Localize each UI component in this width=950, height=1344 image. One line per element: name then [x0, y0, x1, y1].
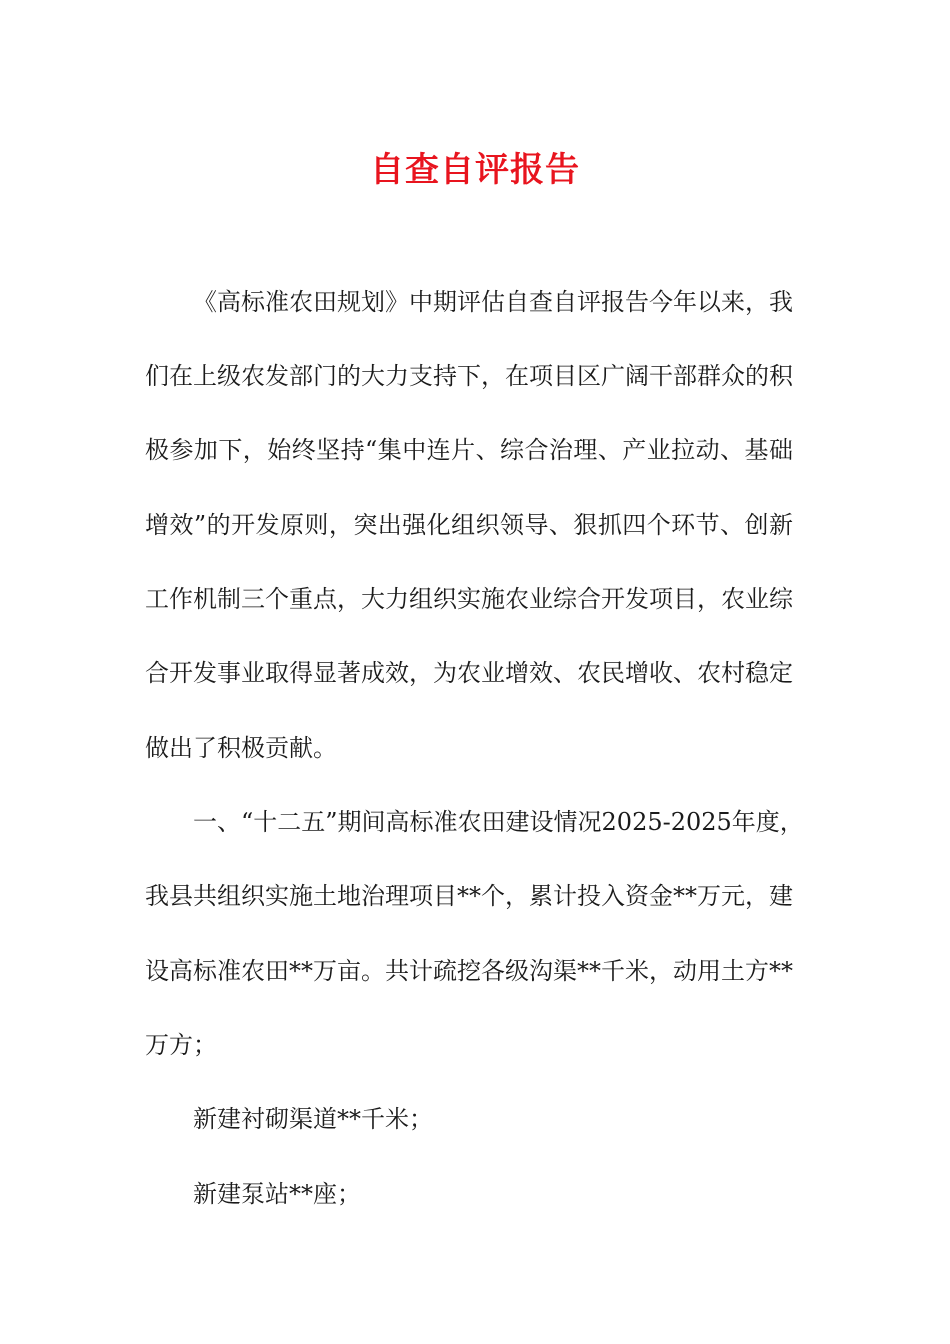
- paragraph-line: 我县共组织实施土地治理项目**个，累计投入资金**万元，建: [145, 882, 793, 910]
- paragraph-line: 《高标准农田规划》中期评估自查自评报告今年以来，我: [193, 288, 793, 316]
- paragraph-line: 们在上级农发部门的大力支持下，在项目区广阔干部群众的积: [145, 362, 793, 390]
- document-title: 自查自评报告: [370, 150, 580, 190]
- paragraph-line: 万方；: [145, 1031, 217, 1059]
- paragraph-line: 设高标准农田**万亩。共计疏挖各级沟渠**千米，动用土方**: [145, 957, 793, 985]
- paragraph-line: 增效”的开发原则，突出强化组织领导、狠抓四个环节、创新: [145, 511, 793, 539]
- paragraph-line: 合开发事业取得显著成效，为农业增效、农民增收、农村稳定: [145, 659, 793, 687]
- paragraph-line: 新建衬砌渠道**千米；: [193, 1105, 433, 1133]
- paragraph-line: 做出了积极贡献。: [145, 734, 337, 762]
- paragraph-line: 工作机制三个重点，大力组织实施农业综合开发项目，农业综: [145, 585, 793, 613]
- paragraph-line: 一、“十二五”期间高标准农田建设情况2025-2025年度，: [193, 808, 804, 836]
- paragraph-line: 新建泵站**座；: [193, 1180, 361, 1208]
- paragraph-line: 极参加下，始终坚持“集中连片、综合治理、产业拉动、基础: [145, 436, 793, 464]
